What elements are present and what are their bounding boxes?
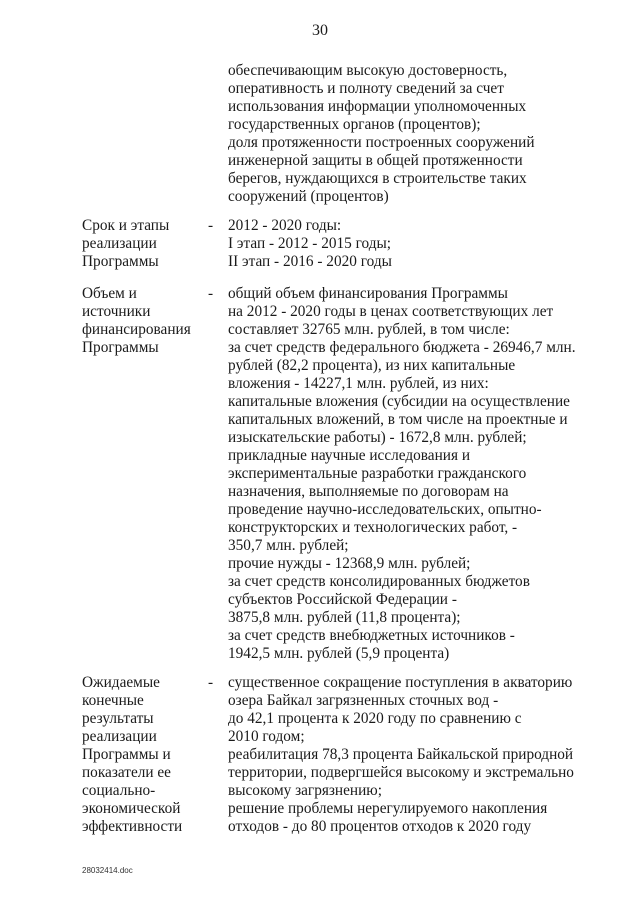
continuation-line: обеспечивающим высокую достоверность, (228, 62, 508, 79)
section-text-line: существенное сокращение поступления в акваторию (228, 674, 573, 691)
section-text-line: I этап - 2012 - 2015 годы; (228, 235, 392, 252)
section-label-line: экономической (82, 800, 181, 817)
section-label-line: показатели ее (82, 764, 171, 781)
continuation-line: государственных органов (процентов); (228, 116, 481, 133)
section-text-line: капитальных вложений, в том числе на проектные и (228, 411, 568, 428)
section-label-line: Объем и (82, 285, 137, 302)
section-text-line: за счет средств консолидированных бюджетов (228, 573, 530, 590)
section-dash: - (208, 674, 214, 691)
section-text-line: назначения, выполняемые по договорам на (228, 483, 509, 500)
section-text-line: территории, подвергшейся высокому и экстремально (228, 764, 574, 781)
section-label-line: Срок и этапы (82, 217, 170, 234)
continuation-line: использования информации уполномоченных (228, 98, 527, 115)
section-text-line: озера Байкал загрязненных сточных вод - (228, 692, 499, 709)
section-text-line: субъектов Российской Федерации - (228, 591, 457, 608)
section-text-line: решение проблемы нерегулируемого накопления (228, 800, 548, 817)
continuation-line: сооружений (процентов) (228, 188, 389, 205)
section-text-line: 350,7 млн. рублей; (228, 537, 349, 554)
section-label-line: реализации (82, 235, 157, 252)
section-label-line: Программы и (82, 746, 171, 763)
section-label-line: социально- (82, 782, 156, 799)
section-text-line: проведение научно-исследовательских, опытно- (228, 501, 542, 518)
section-text-line: за счет средств федерального бюджета - 26946,7 млн. (228, 339, 576, 356)
section-label-line: эффективности (82, 818, 183, 835)
page-number: 30 (312, 22, 328, 39)
section-label-line: результаты (82, 710, 154, 727)
section-dash: - (208, 217, 214, 234)
section-text-line: реабилитация 78,3 процента Байкальской природной (228, 746, 574, 763)
section-text-line: 3875,8 млн. рублей (11,8 процента); (228, 609, 461, 626)
section-label-line: Программы (82, 253, 159, 270)
section-text-line: 2010 годом; (228, 728, 305, 745)
continuation-line: инженерной защиты в общей протяженности (228, 152, 523, 169)
section-text-line: капитальные вложения (субсидии на осуществление (228, 393, 570, 410)
section-label-line: реализации (82, 728, 157, 745)
section-text-line: 2012 - 2020 годы: (228, 217, 342, 234)
section-dash: - (208, 285, 214, 302)
section-text-line: конструкторских и технологических работ, - (228, 519, 518, 536)
section-text-line: до 42,1 процента к 2020 году по сравнению с (228, 710, 522, 727)
continuation-line: оперативность и полноту сведений за счет (228, 80, 504, 97)
section-label-line: конечные (82, 692, 144, 709)
section-text-line: экспериментальные разработки гражданского (228, 465, 527, 482)
section-label-line: Ожидаемые (82, 674, 160, 691)
section-text-line: общий объем финансирования Программы (228, 285, 508, 302)
footer-filename: 28032414.doc (82, 866, 133, 875)
section-text-line: 1942,5 млн. рублей (5,9 процента) (228, 645, 450, 662)
continuation-line: берегов, нуждающихся в строительстве таких (228, 170, 527, 187)
section-label-line: источники (82, 303, 151, 320)
section-text-line: за счет средств внебюджетных источников - (228, 627, 515, 644)
section-text-line: составляет 32765 млн. рублей, в том числе: (228, 321, 510, 338)
section-text-line: вложения - 14227,1 млн. рублей, из них: (228, 375, 489, 392)
section-label-line: финансирования (82, 321, 191, 338)
continuation-line: доля протяженности построенных сооружений (228, 134, 535, 151)
section-text-line: II этап - 2016 - 2020 годы (228, 253, 392, 270)
section-text-line: высокому загрязнению; (228, 782, 382, 799)
section-text-line: прочие нужды - 12368,9 млн. рублей; (228, 555, 471, 572)
section-text-line: отходов - до 80 процентов отходов к 2020 году (228, 818, 532, 835)
section-text-line: изыскательские работы) - 1672,8 млн. рублей; (228, 429, 527, 446)
section-text-line: рублей (82,2 процента), из них капитальные (228, 357, 516, 374)
section-text-line: на 2012 - 2020 годы в ценах соответствующих лет (228, 303, 554, 320)
section-text-line: прикладные научные исследования и (228, 447, 471, 464)
section-label-line: Программы (82, 339, 159, 356)
